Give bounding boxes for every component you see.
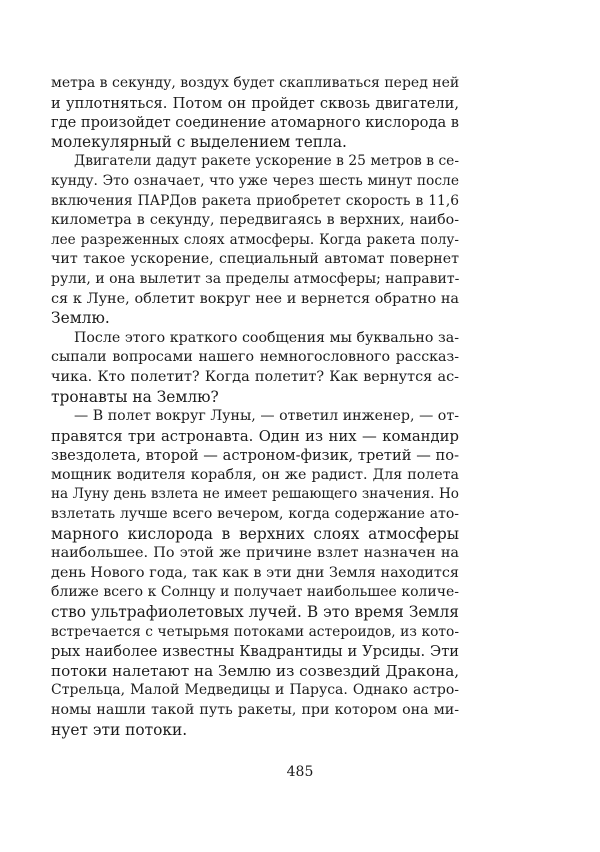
text-line: ближе всего к Солнцу и получает наибольшее количе- xyxy=(51,584,459,601)
page-number: 485 xyxy=(286,764,314,780)
text-line: и уплотняться. Потом он пройдет сквозь двигатели, xyxy=(51,94,459,112)
text-line: на Луну день взлета не имеет решающего значения. Но xyxy=(51,486,459,503)
text-line: лее разреженных слоях атмосферы. Когда ракета полу- xyxy=(51,231,459,248)
text-line: километра в секунду, передвигаясь в верхних, наибо- xyxy=(51,212,459,229)
text-line: сыпали вопросами нашего немногословного рассказ- xyxy=(51,349,459,366)
text-line: марного кислорода в верхних слоях атмосферы xyxy=(51,524,459,543)
text-line: Землю. xyxy=(51,309,110,328)
text-line: Стрельца, Малой Медведицы и Паруса. Однако астро- xyxy=(51,682,459,699)
text-line: номы нашли такой путь ракеты, при котором она ми- xyxy=(51,702,459,718)
text-line: ся к Луне, облетит вокруг нее и вернется обратно на xyxy=(51,290,459,307)
text-line: кунду. Это означает, что уже через шесть минут после xyxy=(51,172,459,189)
text-line: звездолета, второй — астроном-физик, третий — по- xyxy=(51,447,459,465)
text-line: молекулярный с выделением тепла. xyxy=(51,132,347,151)
text-line: включения ПАРДов ракета приобретет скорость в 11,6 xyxy=(51,192,459,209)
text-line: тронавты на Землю? xyxy=(51,387,219,406)
text-line: взлетать лучше всего вечером, когда содержание ато- xyxy=(51,506,459,523)
text-line: мощник водителя корабля, он же радист. Для полета xyxy=(51,466,459,483)
text-line: чика. Кто полетит? Когда полетит? Как вернутся ас- xyxy=(51,368,459,385)
text-line: Двигатели дадут ракете ускорение в 25 метров в се- xyxy=(74,153,459,170)
text-line: рых наиболее известны Квадрантиды и Урсиды. Эти xyxy=(51,643,459,661)
body-text xyxy=(51,74,459,740)
text-line: ство ультрафиолетовых лучей. В это время Земля xyxy=(51,603,459,622)
text-line: метра в секунду, воздух будет скапливаться перед ней xyxy=(51,75,460,91)
text-line: где произойдет соединение атомарного кислорода в xyxy=(51,114,459,132)
paragraph xyxy=(51,407,459,740)
paragraph xyxy=(51,329,459,407)
paragraph xyxy=(51,74,459,152)
text-line: чит такое ускорение, специальный автомат повернет xyxy=(51,251,459,268)
text-line: рули, и она вылетит за пределы атмосферы; направит- xyxy=(51,270,460,287)
text-line: правятся три астронавта. Один из них — командир xyxy=(51,427,459,445)
text-line: день Нового года, так как в эти дни Земля находится xyxy=(51,564,459,581)
text-line: — В полет вокруг Луны, — ответил инженер, — от- xyxy=(74,408,459,425)
text-line: потоки налетают на Землю из созвездий Дракона, xyxy=(51,661,460,680)
paragraph xyxy=(51,152,459,328)
text-line: встречается с четырьмя потоками астероидов, из кото- xyxy=(51,623,459,640)
text-line: нует эти потоки. xyxy=(51,720,188,739)
text-line: наибольшее. По этой же причине взлет назначен на xyxy=(51,545,459,562)
text-line: После этого краткого сообщения мы буквально за- xyxy=(74,329,459,346)
